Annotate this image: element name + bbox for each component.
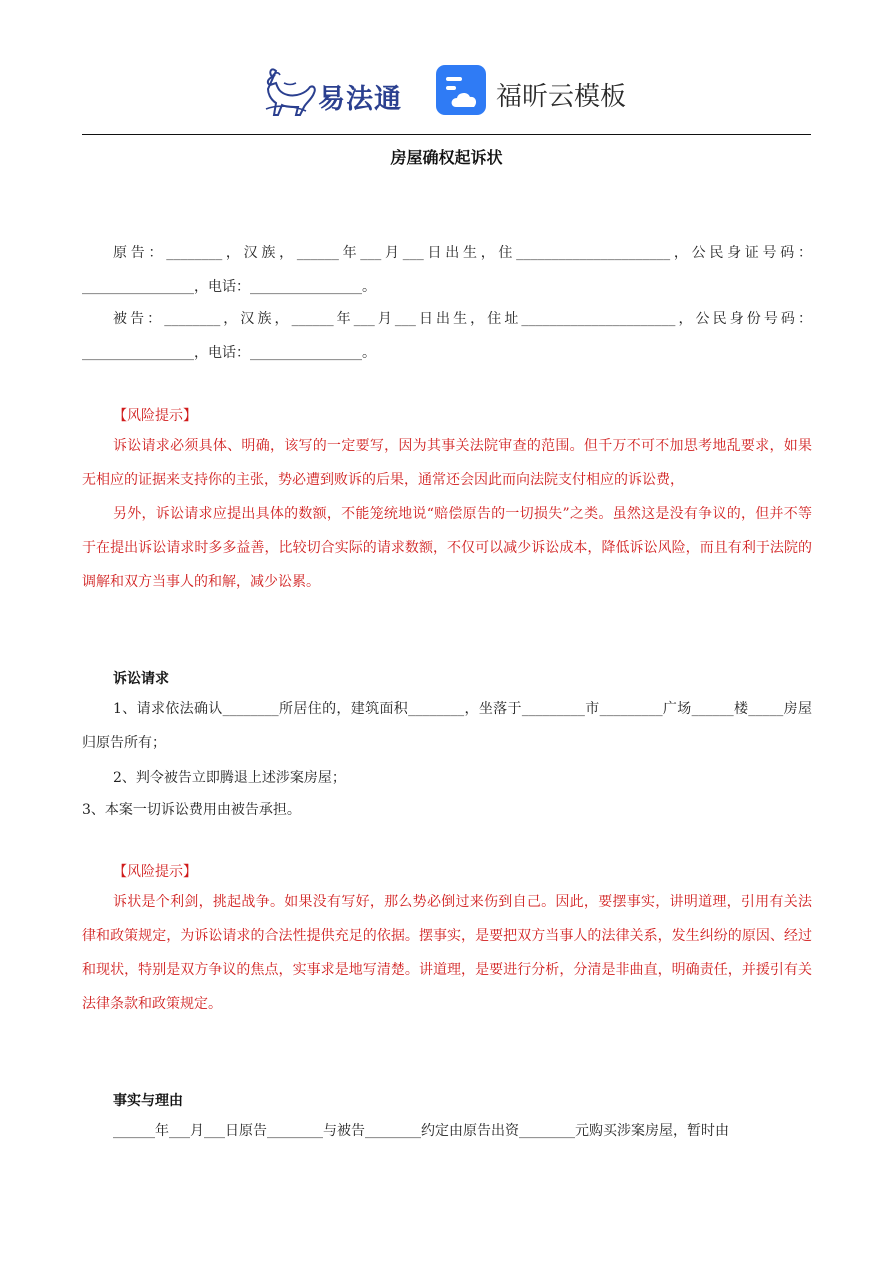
- risk-tip-heading-1: 【风险提示】: [113, 408, 197, 424]
- horse-icon: [262, 63, 320, 119]
- risk-tip-heading-2: 【风险提示】: [113, 864, 197, 880]
- cloud-doc-icon: [436, 65, 486, 115]
- risk-tip-body-1a: 诉讼请求必须具体、明确，该写的一定要写，因为其事关法院审查的范围。但千万不可不加思考地乱要求，如果无相应的证据来支持你的主张，势必遭到败诉的后果，通常还会因此而向法院支付相应的诉讼费，: [82, 438, 812, 488]
- logo-left-text: 易法通: [318, 84, 402, 115]
- claims-heading: 诉讼请求: [113, 671, 169, 687]
- defendant-paragraph: 被告：________，汉族，______年___月___日出生，住址______________________，公民身份号码：________________，电话：________________。: [82, 311, 812, 361]
- facts-heading: 事实与理由: [113, 1093, 183, 1109]
- claim-item-1: 1、请求依法确认________所居住的，建筑面积________，坐落于_________市_________广场______楼_____房屋归原告所有；: [82, 701, 812, 751]
- claim-item-2: 2、判令被告立即腾退上述涉案房屋；: [113, 770, 346, 786]
- header-divider: [82, 134, 811, 135]
- logo-right-text: 福昕云模板: [496, 82, 627, 112]
- facts-paragraph: ______年___月___日原告________与被告________约定由原告出资________元购买涉案房屋，暂时由: [113, 1123, 729, 1139]
- claim-item-3: 3、本案一切诉讼费用由被告承担。: [82, 802, 301, 818]
- risk-tip-body-1b: 另外，诉讼请求应提出具体的数额，不能笼统地说“赔偿原告的一切损失”之类。虽然这是没有争议的，但并不等于在提出诉讼请求时多多益善，比较切合实际的请求数额，不仅可以减少诉讼成本，降低诉讼风险，而且有利于法院的调解和双方当事人的和解，减少讼累。: [82, 506, 812, 590]
- header: [0, 55, 893, 125]
- plaintiff-paragraph: 原告：________，汉族，______年___月___日出生，住______________________，公民身证号码：________________，电话：________________。: [82, 245, 812, 295]
- document-title: 房屋确权起诉状: [390, 148, 503, 167]
- yifatong-logo: [262, 63, 412, 119]
- risk-tip-body-2: 诉状是个利剑，挑起战争。如果没有写好，那么势必倒过来伤到自己。因此，要摆事实，讲明道理，引用有关法律和政策规定，为诉讼请求的合法性提供充足的依据。摆事实，是要把双方当事人的法律关系，发生纠纷的原因、经过和现状，特别是双方争议的焦点，实事求是地写清楚。讲道理，是要进行分析，分清是非曲直，明确责任，并援引有关法律条款和政策规定。: [82, 894, 812, 1012]
- foxit-template-logo: [436, 65, 636, 117]
